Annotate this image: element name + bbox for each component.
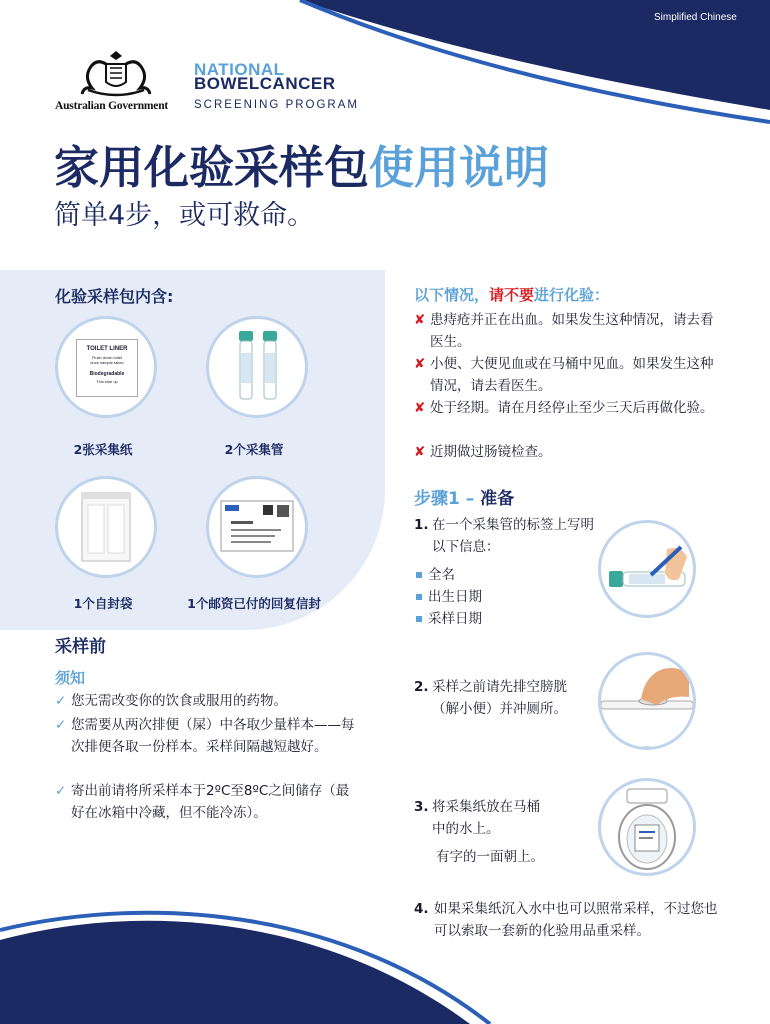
coat-of-arms-icon [80, 50, 152, 98]
zip-bag-icon [58, 479, 154, 575]
reply-envelope-image [206, 476, 308, 578]
cross-icon: ✘ [414, 444, 426, 460]
kit-item-tubes: 2个采集管 [224, 442, 284, 457]
step1-info-list [414, 564, 594, 634]
bullet-icon [416, 594, 422, 600]
kit-item-liners: 2张采集纸 [73, 442, 133, 457]
liner-in-toilet-image [598, 778, 696, 876]
label-tube-image [598, 520, 696, 618]
zip-bag-image [55, 476, 157, 578]
check-icon: ✓ [55, 717, 67, 733]
bullet-icon [416, 616, 422, 622]
kit-heading: 化验采样包内含: [55, 287, 174, 306]
tube-icon [209, 319, 305, 415]
program-logo-line2: BOWELCANCER [194, 74, 336, 93]
writing-on-tube-icon [601, 523, 693, 615]
liner-card-line4: Biodegradable [89, 371, 125, 377]
flush-toilet-image [598, 652, 696, 750]
step1-heading: 步骤1 – 准备 [414, 489, 515, 509]
collection-tubes-image [206, 316, 308, 418]
liner-card-line2: Flush down toilet [91, 355, 122, 360]
government-name: Australian Government [55, 100, 169, 112]
info-full-name: 全名 [428, 567, 455, 583]
program-logo-line3: SCREENING PROGRAM [194, 99, 359, 111]
envelope-icon [209, 479, 305, 575]
title-part1: 家用化验采样包 [54, 141, 370, 194]
bottom-swoosh-decoration [0, 900, 770, 1024]
liner-card-line1: TOILET LINER [86, 346, 128, 352]
kit-item-envelope: 1个邮资已付的回复信封 [187, 596, 321, 611]
liner-card-line3: once sample taken [90, 360, 124, 365]
before-subheading: 须知 [55, 669, 86, 687]
page-title [54, 140, 549, 196]
check-icon: ✓ [55, 693, 67, 709]
cross-icon: ✘ [414, 312, 426, 328]
bullet-icon [416, 572, 422, 578]
flush-hand-icon [601, 655, 693, 747]
program-logo-line1: NATIONAL [194, 60, 285, 79]
kit-item-bag: 1个自封袋 [73, 596, 133, 611]
donot-heading: 以下情况，请不要进行化验： [414, 286, 610, 304]
title-part2: 使用说明 [369, 141, 550, 194]
step1-item-3-note: 有字的一面朝上。 [436, 849, 544, 865]
page-subtitle: 简单4步，或可救命。 [54, 200, 315, 231]
info-sample-date: 采样日期 [428, 611, 482, 627]
toilet-icon [601, 781, 693, 873]
donot-list: ✘ 患痔疮并正在出血。如果发生这种情况，请去看医生。 ✘ 小便、大便见血或在马桶中见血。如果发生这种情况，请去看医生。 ✘ 处于经期。请在月经停止至少三天后再做化验。 ✘ 近期做过肠镜检查。 [414, 309, 724, 469]
language-label: Simplified Chinese [654, 12, 737, 23]
before-heading: 采样前 [55, 637, 106, 657]
toilet-liner-image [55, 316, 157, 418]
info-dob: 出生日期 [428, 589, 482, 605]
liner-card-line5: This side up [96, 379, 118, 384]
check-icon: ✓ [55, 783, 67, 799]
cross-icon: ✘ [414, 400, 426, 416]
before-list: ✓ 您无需改变你的饮食或服用的药物。 ✓ 您需要从两次排便（屎）中各取少量样本——每次排便各取一份样本。采样间隔越短越好。 ✓ 寄出前请将所采样本于2ºC至8ºC之间储存（最好在冰箱中冷藏，但不能冷冻）。 [55, 690, 365, 830]
cross-icon: ✘ [414, 356, 426, 372]
